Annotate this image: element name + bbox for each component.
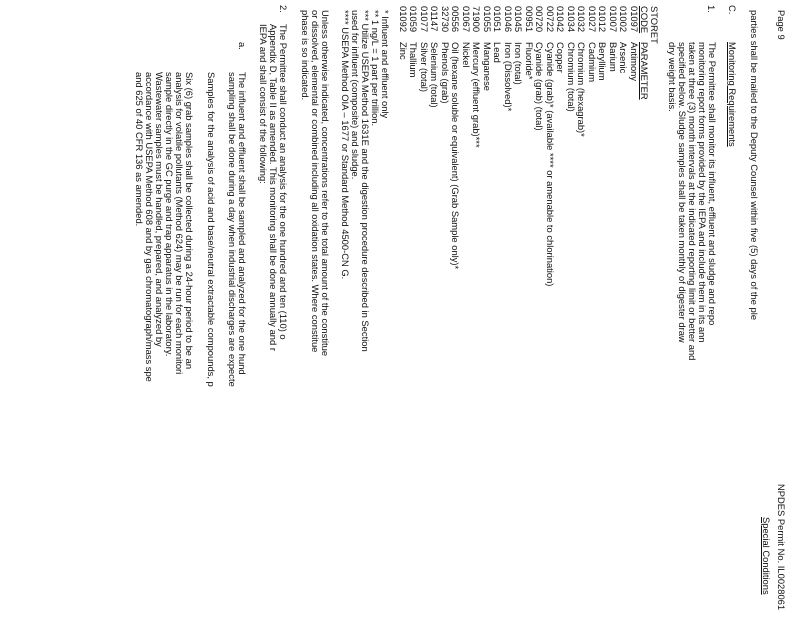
parameter-cell: Selenium (total) — [429, 42, 441, 108]
section-letter: C. — [727, 5, 738, 15]
sub-a-bullet: a. — [237, 42, 248, 50]
six-line: analysis for volatile pollutants (Method 624) may be run for each monitori — [174, 72, 185, 375]
parameter-cell: Thallium — [408, 42, 420, 78]
parameter-cell: Zinc — [398, 42, 409, 60]
storet-code-cell: 01051 — [492, 6, 504, 33]
parameter-cell: Chromium (total) — [566, 42, 577, 112]
storet-header: STORET — [649, 6, 660, 44]
parameter-cell: Antimony — [629, 42, 640, 82]
item-2-line: IEPA and shall consist of the following: — [258, 24, 269, 184]
unless-line: Unless otherwise indicated, concentrations refer to the total amount of the constitue — [320, 10, 331, 357]
storet-code-cell: 00722 — [545, 6, 556, 33]
item-1-number: 1. — [706, 5, 717, 13]
parameter-cell: Arsenic — [618, 42, 630, 74]
six-line: sample directly in the GC purge and trap apparatus in the laboratory. — [164, 72, 175, 357]
six-line: and 625 of 40 CFR 136 as amended. — [134, 72, 145, 227]
monitoring-heading: Monitoring Requirements — [727, 42, 738, 147]
parameter-cell: Silver (total) — [419, 42, 430, 93]
item-1-line: The Permittee shall monitor its influent, effluent and sludge and repo — [707, 42, 718, 326]
footnote: used for influent (composite) and sludge. — [350, 10, 361, 180]
parameter-cell: Lead — [492, 42, 504, 63]
item-1-line: monitoring report forms provided by the IEPA and include them in its ann — [697, 42, 708, 343]
parameter-cell: Oil (hexane soluble or equivalent) (Grab Sample only)* — [450, 42, 462, 270]
parameter-cell: Mercury (effluent grab)*** — [471, 42, 483, 148]
code-header: CODE — [639, 6, 650, 34]
item-1-line: taken at three (3) month intervals at the indicated reporting limit or better and — [687, 42, 698, 361]
six-line: Wastewater samples must be handled, prepared, and analyzed by — [154, 72, 165, 347]
samples-line: Samples for the analysis of acid and base/neutral extractable compounds, p — [206, 72, 217, 387]
storet-code-cell: 01012 — [597, 6, 609, 33]
section-title: Special Conditions — [761, 517, 772, 595]
parameter-cell: Barium — [608, 42, 619, 72]
parameter-cell: Cyanide (grab) (total) — [534, 42, 546, 131]
parameter-cell: Cadmium — [587, 42, 598, 83]
storet-code-cell: 01067 — [461, 6, 472, 33]
storet-code-cell: 01092 — [398, 6, 409, 33]
parameter-cell: Iron (Dissolved)* — [503, 42, 514, 112]
storet-code-cell: 01002 — [618, 6, 630, 33]
storet-code-cell: 01059 — [408, 6, 420, 33]
storet-code-cell: 01032 — [576, 6, 588, 33]
six-line: Six (6) grab samples shall be collected during a 24-hour period to be an — [184, 72, 195, 370]
unless-line: or dissolved, elemental or combined including all oxidation states. Where constitue — [310, 10, 321, 353]
parameter-cell: Nickel — [461, 42, 472, 68]
storet-code-cell: 01034 — [566, 6, 577, 33]
parameter-cell: Iron (total) — [513, 42, 525, 85]
item-1-line: dry weight basis. — [667, 42, 678, 112]
footnote: ** 1 ng/L = 1 part per trillion. — [370, 10, 381, 127]
item-2-line: Appendix D, Table II as amended. This monitoring shall be done annually and r — [268, 24, 279, 351]
storet-code-cell: 01147 — [429, 6, 441, 32]
permit-number: NPDES Permit No. IL0028061 — [776, 484, 787, 611]
storet-code-cell: 00556 — [450, 6, 462, 33]
storet-code-cell: 01007 — [608, 6, 619, 33]
sub-a-line: The influent and effluent shall be sampled and analyzed for the one hund — [237, 72, 248, 375]
footnote: *** Utilize USEPA Method 1631E and the digestion procedure described in Section — [360, 10, 371, 352]
storet-code-cell: 01097 — [629, 6, 640, 33]
parameter-header: PARAMETER — [639, 42, 650, 100]
unless-line: phase is so indicated. — [300, 10, 311, 101]
storet-code-cell: 01042 — [555, 6, 567, 33]
footnote: **** USEPA Method OIA – 1677 or Standard Method 4500-CN G. — [340, 10, 351, 280]
parameter-cell: Copper — [555, 42, 567, 73]
item-2-line: The Permittee shall conduct an analysis for the one hundred and ten (110) o — [278, 24, 289, 340]
storet-code-cell: 32730 — [440, 6, 451, 33]
parameter-cell: Fluoride* — [524, 42, 535, 80]
storet-code-cell: 01046 — [503, 6, 514, 33]
storet-code-cell: 00720 — [534, 6, 546, 33]
storet-code-cell: 01077 — [419, 6, 430, 33]
parameter-cell: Manganese — [482, 42, 493, 91]
intro-line: parties shall be mailed to the Deputy Counsel within five (5) days of the ple — [749, 10, 760, 321]
parameter-cell: Cyanide (grab)* (available **** or amenable to chlorination) — [545, 42, 556, 287]
parameter-cell: Phenols (grab) — [440, 42, 451, 104]
item-1-line: specified below. Sludge samples shall be taken monthly of digester draw — [677, 42, 688, 343]
parameter-cell: Chromium (hexagrab)* — [576, 42, 588, 137]
page-number: Page 9 — [776, 10, 787, 40]
footnote: * Influent and effluent only — [380, 10, 391, 119]
storet-code-cell: 01055 — [482, 6, 493, 33]
sub-a-line: sampling shall be done during a day when industrial discharges are expecte — [227, 72, 238, 387]
parameter-cell: Beryllium — [597, 42, 609, 81]
item-2-number: 2. — [278, 5, 289, 13]
storet-code-cell: 01045 — [513, 6, 525, 33]
storet-code-cell: 71900 — [471, 6, 483, 33]
storet-code-cell: 01027 — [587, 6, 598, 33]
storet-code-cell: 00951 — [524, 6, 535, 33]
six-line: accordance with USEPA Method 608 and by gas chromatograph/mass spe — [144, 72, 155, 382]
